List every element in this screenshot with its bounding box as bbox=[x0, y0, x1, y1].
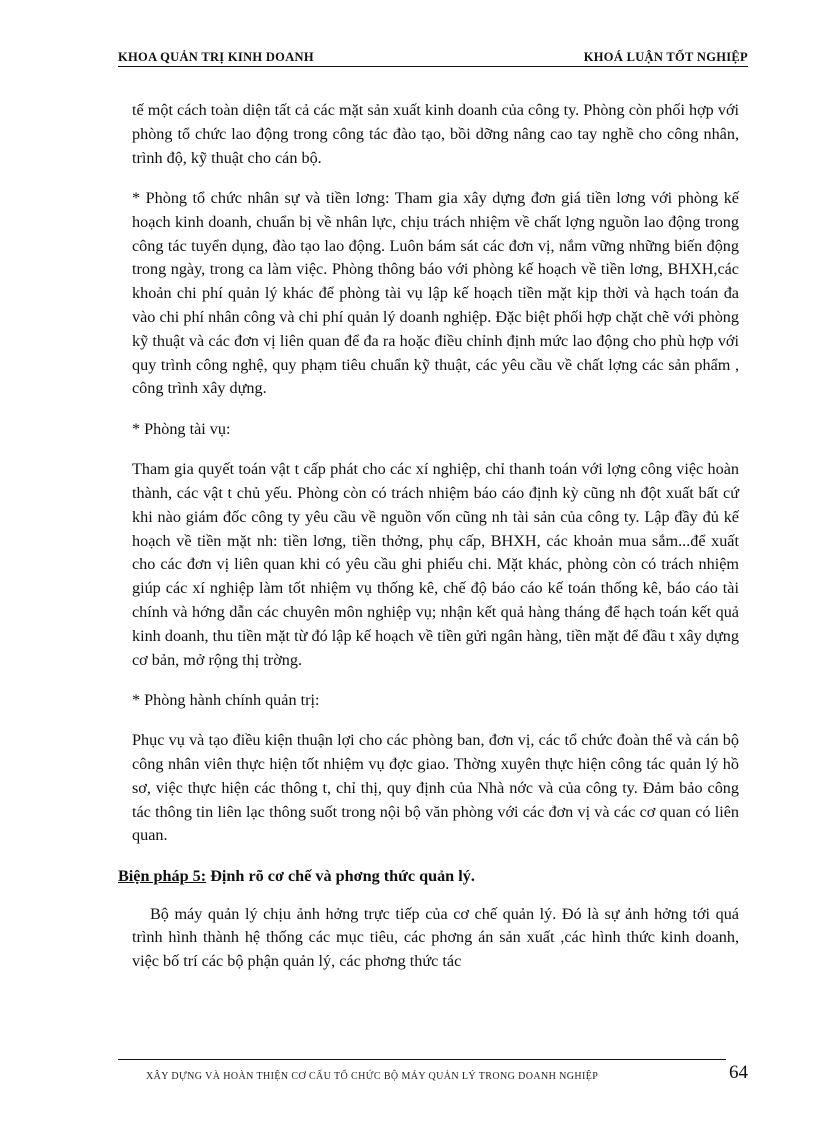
paragraph-finance-body: Tham gia quyết toán vật t cấp phát cho các xí nghiệp, chỉ thanh toán với lợng công việc hoàn thành, các vật t chủ yếu. Phòng còn có trách nhiệm báo cáo định kỳ cũng nh đột xuất bất cứ khi nào giám đốc công ty yêu cầu về nguồn vốn cũng nh tài sản của công ty. Lập đầy đủ kế hoạch về tiền mặt nh: tiền lơng, tiền thởng, phụ cấp, BHXH, các khoản mua sắm...để xuất cho các đơn vị liên quan khi có yêu cầu ghi phiếu chi. Mặt khác, phòng còn có trách nhiệm giúp các xí nghiệp làm tốt nhiệm vụ thống kê, chế độ báo cáo kế toán thống kê, báo cáo tài chính và hớng dẫn các chuyên môn nghiệp vụ; nhận kết quả hàng tháng để hạch toán kết quả kinh doanh, thu tiền mặt từ đó lập kế hoạch về tiền gửi ngân hàng, tiền mặt để đầu t xây dựng cơ bản, mở rộng thị trờng. bbox=[132, 460, 739, 669]
paragraph-finance-heading: * Phòng tài vụ: bbox=[132, 419, 231, 438]
section-label: Biện pháp 5: bbox=[118, 866, 207, 885]
footer-note: XÂY DỰNG VÀ HOÀN THIỆN CƠ CẤU TỔ CHỨC BỘ MÁY QUẢN LÝ TRONG DOANH NGHIỆP bbox=[146, 1071, 599, 1082]
paragraph-admin-body: Phục vụ và tạo điều kiện thuận lợi cho các phòng ban, đơn vị, các tổ chức đoàn thể và cán bộ công nhân viên thực hiện tốt nhiệm vụ đợc giao. Thờng xuyên thực hiện công tác quản lý hồ sơ, việc thực hiện các thông t, chỉ thị, quy định của Nhà nớc và của công ty. Đảm bảo công tác thông tin liên lạc thông suốt trong nội bộ văn phòng với các đơn vị và các cơ quan có liên quan. bbox=[132, 731, 739, 845]
paragraph-closing: Bộ máy quản lý chịu ảnh hởng trực tiếp của cơ chế quản lý. Đó là sự ảnh hởng tới quá trình hình thành hệ thống các mục tiêu, các phơng án sản xuất ,các hình thức kinh doanh, việc bố trí các bộ phận quản lý, các phơng thức tác bbox=[132, 904, 739, 971]
document-body bbox=[118, 99, 739, 991]
page-footer bbox=[118, 1059, 726, 1082]
paragraph-admin-heading: * Phòng hành chính quản trị: bbox=[132, 690, 320, 709]
section-heading bbox=[118, 865, 739, 889]
page-number: 64 bbox=[729, 1062, 748, 1083]
page-header bbox=[118, 48, 748, 67]
paragraph-hr-department: * Phòng tổ chức nhân sự và tiền lơng: Tham gia xây dựng đơn giá tiền lơng với phòng kế hoạch kinh doanh, chuẩn bị về nhân lực, chịu trách nhiệm về chất lợng nguồn lao động trong công tác tuyển dụng, đào tạo lao động. Luôn bám sát các đơn vị, nắm vững những biến động trong ngày, trong ca làm việc. Phòng thông báo với phòng kế hoạch về tiền lơng, BHXH,các khoản chi phí quản lý khác để phòng tài vụ lập kế hoạch tiền mặt kịp thời và hạch toán đa vào chi phí nhân công và chi phí quản lý doanh nghiệp. Đặc biệt phối hợp chặt chẽ với phòng kỹ thuật và các đơn vị liên quan để đa ra hoặc điều chỉnh định mức lao động cho phù hợp với quy trình công nghệ, quy phạm tiêu chuẩn kỹ thuật, các yêu cầu về chất lợng các sản phẩm , công trình xây dựng. bbox=[132, 188, 739, 398]
paragraph-continuation: tế một cách toàn diện tất cả các mặt sản xuất kinh doanh của công ty. Phòng còn phối hợp với phòng tổ chức lao động trong công tác đào tạo, bồi dỡng nâng cao tay nghề cho công nhân, trình độ, kỹ thuật cho cán bộ. bbox=[132, 101, 739, 167]
header-faculty: KHOA QUẢN TRỊ KINH DOANH bbox=[118, 50, 314, 64]
header-thesis-title: KHOÁ LUẬN TỐT NGHIỆP bbox=[583, 50, 748, 64]
section-title: Định rõ cơ chế và phơng thức quản lý. bbox=[206, 866, 475, 885]
